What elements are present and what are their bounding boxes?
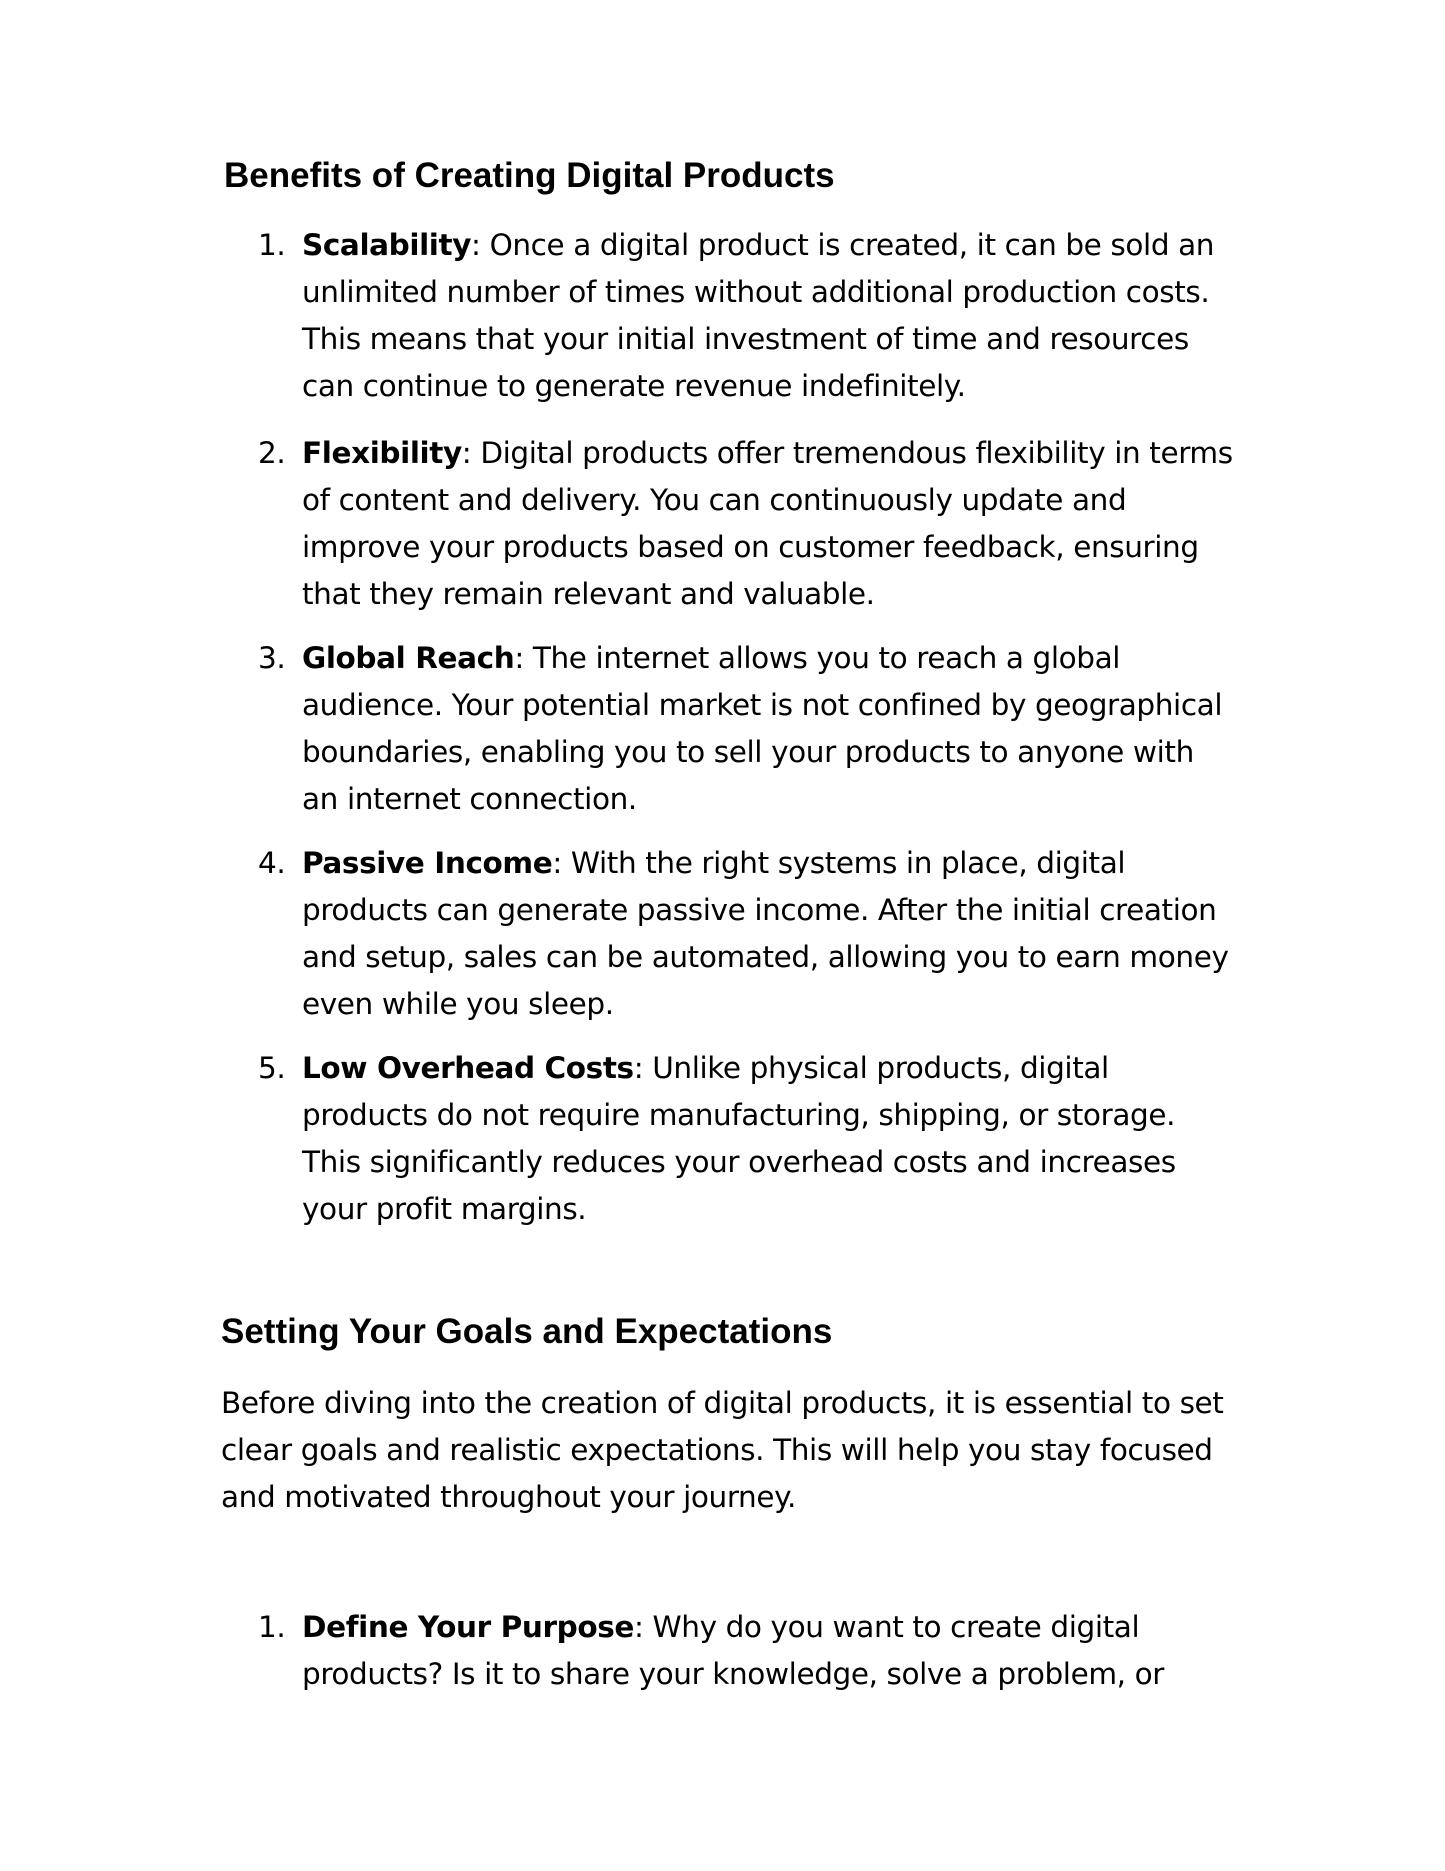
list-number: 3. (258, 641, 286, 675)
section-heading-goals: Setting Your Goals and Expectations (221, 1312, 833, 1351)
list-term: Global Reach (302, 641, 515, 675)
list-number: 2. (258, 436, 286, 470)
list-number: 4. (258, 846, 286, 880)
list-number: 5. (258, 1051, 286, 1085)
list-text: : The internet allows you to reach a global audience. Your potential market is not confined by geographical boundaries, enabling you to sell your products to anyone with an internet connection. (302, 641, 1223, 816)
list-item (258, 1045, 1238, 1233)
list-term: Low Overhead Costs (302, 1051, 634, 1085)
list-item (258, 430, 1238, 618)
list-number: 1. (258, 1610, 286, 1644)
intro-paragraph: Before diving into the creation of digital products, it is essential to set clear goals and realistic expectations. This will help you stay focused and motivated throughout your journey. (221, 1386, 1224, 1514)
list-item (258, 222, 1238, 410)
list-term: Passive Income (302, 846, 553, 880)
list-term: Scalability (302, 228, 472, 262)
section-heading-benefits: Benefits of Creating Digital Products (224, 156, 835, 195)
list-item (258, 635, 1238, 823)
list-number: 1. (258, 228, 286, 262)
list-text: : Once a digital product is created, it can be sold an unlimited number of times without additional production costs. This means that your initial investment of time and resources can continue to generate revenue indefinitely. (302, 228, 1215, 403)
list-text: : Why do you want to create digital products? Is it to share your knowledge, solve a problem, or (302, 1610, 1165, 1691)
list-item (258, 1604, 1238, 1698)
list-text: : Digital products offer tremendous flexibility in terms of content and delivery. You can continuously update and improve your products based on customer feedback, ensuring that they remain relevant and valuable. (302, 436, 1233, 611)
list-term: Define Your Purpose (302, 1610, 634, 1644)
list-item (258, 840, 1238, 1028)
list-term: Flexibility (302, 436, 462, 470)
list-text: : Unlike physical products, digital products do not require manufacturing, shipping, or storage. This significantly reduces your overhead costs and increases your profit margins. (302, 1051, 1176, 1226)
goals-list (258, 1604, 1238, 1698)
list-text: : With the right systems in place, digital products can generate passive income. After the initial creation and setup, sales can be automated, allowing you to earn money even while you sleep. (302, 846, 1229, 1021)
benefits-list (258, 222, 1238, 1233)
